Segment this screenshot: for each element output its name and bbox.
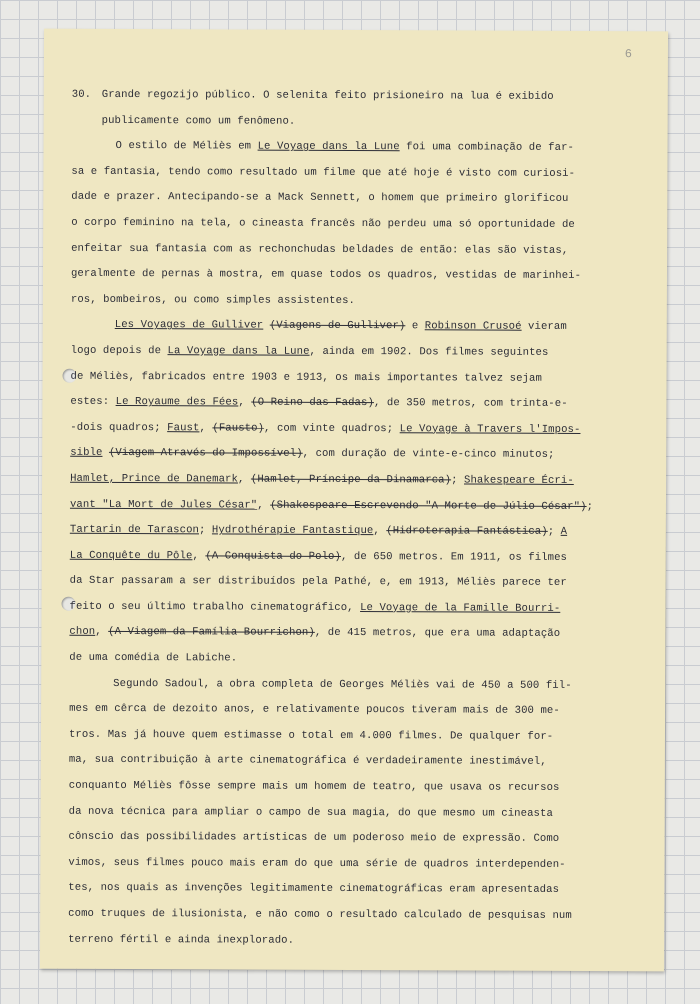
struck-text: (Hamlet, Príncipe da Dinamarca): [250, 473, 452, 487]
struck-text: (Viagens de Gulliver): [269, 319, 406, 333]
text-line: [68, 876, 644, 904]
text-run: -dois quadros;: [70, 421, 168, 434]
text-run: ,: [199, 422, 213, 435]
text-run: ;: [451, 474, 465, 487]
text-line: [71, 211, 647, 239]
text-run: tes, nos quais as invenções legitimamente cinematográficas eram apresentadas: [68, 882, 560, 897]
text-line: [70, 518, 646, 546]
text-line: [70, 569, 646, 597]
underlined-title: A: [560, 525, 568, 539]
text-line: [70, 492, 646, 520]
text-line: [72, 108, 648, 136]
text-run: o corpo feminino na tela, o cineasta francês não perdeu uma só oportunidade de: [71, 216, 575, 231]
text-run: , com vinte quadros;: [264, 422, 400, 435]
underlined-title: Le Voyage de la Famille Bourri-: [360, 601, 561, 615]
text-run: ros, bombeiros, ou como simples assistentes.: [70, 293, 356, 307]
text-run: ,: [192, 549, 206, 563]
text-line: [69, 723, 645, 751]
struck-text: (Shakespeare Escrevendo "A Morte de Júlio César"): [270, 499, 587, 513]
text-run: conquanto Méliès fôsse sempre mais um homem de teatro, que usava os recursos: [68, 779, 560, 794]
text-run: dade e prazer. Antecipando-se a Mack Sennett, o homem que primeiro glorificou: [71, 191, 569, 206]
text-line: [69, 646, 645, 674]
text-line: [71, 236, 647, 264]
underlined-title: chon: [69, 626, 96, 639]
text-run: publicamente como um fenômeno.: [101, 114, 296, 128]
text-line: [71, 288, 647, 316]
text-run: ;: [586, 500, 594, 513]
underlined-title: Robinson Crusoé: [424, 320, 522, 334]
text-run: estes:: [70, 395, 116, 409]
text-run: vieram: [521, 321, 567, 334]
underlined-title: La Voyage dans la Lune: [167, 345, 310, 358]
text-run: Segundo Sadoul, a obra completa de Georges Méliès vai de 450 a 500 fil-: [113, 677, 572, 692]
text-run: terreno fértil e ainda inexplorado.: [68, 933, 295, 947]
text-line: [69, 671, 645, 699]
struck-text: (O Reino das Fadas): [251, 396, 374, 410]
text-run: ma, sua contribuição à arte cinematográfica é verdadeiramente inestimável,: [68, 754, 547, 769]
text-run: Grande regozijo público. O selenita feito prisioneiro na lua é exibido: [101, 88, 554, 103]
text-line: [71, 339, 647, 367]
text-line: [71, 262, 647, 290]
text-run: ,: [373, 525, 387, 538]
text-line: [68, 902, 644, 930]
underlined-title: Le Voyage dans la Lune: [257, 140, 400, 154]
struck-text: (Fausto): [212, 422, 265, 435]
underlined-title: Hamlet, Prince de Danemark: [70, 472, 239, 486]
text-run: ,: [238, 396, 252, 409]
underlined-title: Shakespeare Écri-: [463, 474, 574, 487]
text-line: [68, 851, 644, 879]
typewritten-page: [40, 29, 668, 972]
underlined-title: sible: [70, 447, 103, 460]
text-line: [70, 415, 646, 443]
text-run: ,: [95, 626, 109, 639]
text-run: da Star passaram a ser distribuídos pela Pathé, e, em 1913, Méliès parece ter: [69, 575, 567, 590]
text-line: [71, 160, 647, 188]
text-line: [71, 313, 647, 341]
list-number: 30.: [71, 88, 92, 101]
text-line: [70, 441, 646, 469]
text-line: [68, 927, 644, 955]
text-run: O estilo de Méliès em: [115, 140, 258, 153]
text-line: [68, 825, 644, 853]
text-run: cônscio das possibilidades artísticas de um poderoso meio de expressão. Como: [68, 830, 560, 846]
struck-text: (Viagem Através do Impossível): [108, 447, 303, 461]
text-line: [69, 799, 645, 827]
text-line: [71, 134, 647, 162]
underlined-title: La Conquête du Pôle: [69, 549, 193, 562]
underlined-title: vant "La Mort de Jules César": [69, 498, 258, 512]
text-run: de uma comédia de Labiche.: [69, 651, 238, 665]
page-number: 6: [624, 47, 632, 62]
text-run: enfeitar sua fantasia com as rechonchudas beldades de então: elas são vistas,: [71, 242, 569, 257]
text-run: de Méliès, fabricados entre 1903 e 1913, os mais importantes talvez sejam: [70, 370, 542, 385]
text-run: , de 415 metros, que era uma adaptação: [314, 627, 561, 641]
document-body: [68, 83, 648, 956]
text-line: [70, 543, 646, 571]
text-run: mes em cêrca de dezoito anos, e relativamente poucos tiveram mais de 300 me-: [69, 703, 560, 718]
underlined-title: Le Royaume des Fées: [115, 396, 239, 409]
text-run: da nova técnica para ampliar o campo de sua magia, do que mesmo um cineasta: [68, 805, 553, 820]
struck-text: (A Conquista do Polo): [205, 550, 342, 563]
underlined-title: Hydrothérapie Fantastique: [211, 524, 374, 538]
struck-text: (Hidroterapia Fantástica): [386, 525, 548, 538]
text-run: ,: [257, 499, 271, 512]
text-line: [69, 748, 645, 776]
text-line: [70, 467, 646, 495]
text-run: , ainda em 1902. Dos filmes seguintes: [309, 345, 549, 359]
text-run: tros. Mas já houve quem estimasse o total em 4.000 filmes. De qualquer for-: [68, 728, 554, 743]
text-run: , com duração de vinte-e-cinco minutos;: [302, 448, 555, 462]
text-line: [72, 83, 648, 111]
text-run: logo depois de: [70, 344, 168, 358]
underlined-title: Les Voyages de Gulliver: [114, 319, 264, 332]
underlined-title: Le Voyage à Travers l'Impos-: [399, 422, 581, 436]
struck-text: (A Viagem da Família Bourrichon): [108, 626, 315, 640]
underlined-title: Tartarin de Tarascon: [69, 523, 200, 537]
text-run: ,: [237, 473, 251, 486]
text-line: [70, 364, 646, 392]
text-run: ;: [198, 524, 212, 537]
text-line: [69, 620, 645, 648]
underlined-title: Faust: [167, 421, 200, 435]
text-line: [69, 595, 645, 623]
text-run: vimos, seus filmes pouco mais eram do que uma série de quadros interdependen-: [68, 856, 566, 871]
text-line: [71, 185, 647, 213]
text-line: [70, 390, 646, 418]
text-run: feito o seu último trabalho cinematográfico,: [69, 600, 361, 614]
text-line: [69, 774, 645, 802]
text-run: , de 350 metros, com trinta-e-: [373, 397, 568, 411]
text-run: foi uma combinação de far-: [399, 141, 575, 155]
text-line: [69, 697, 645, 725]
text-run: como truques de ilusionista, e não como o resultado calculado de pesquisas num: [68, 907, 572, 922]
text-run: sa e fantasia, tendo como resultado um filme que até hoje é visto com curiosi-: [71, 165, 576, 180]
text-run: , de 650 metros. Em 1911, os filmes: [340, 550, 568, 564]
text-run: ;: [547, 525, 561, 538]
text-run: geralmente de pernas à mostra, em quase todos os quadros, vestidas de marinhei-: [70, 267, 582, 283]
text-run: e: [405, 320, 425, 333]
